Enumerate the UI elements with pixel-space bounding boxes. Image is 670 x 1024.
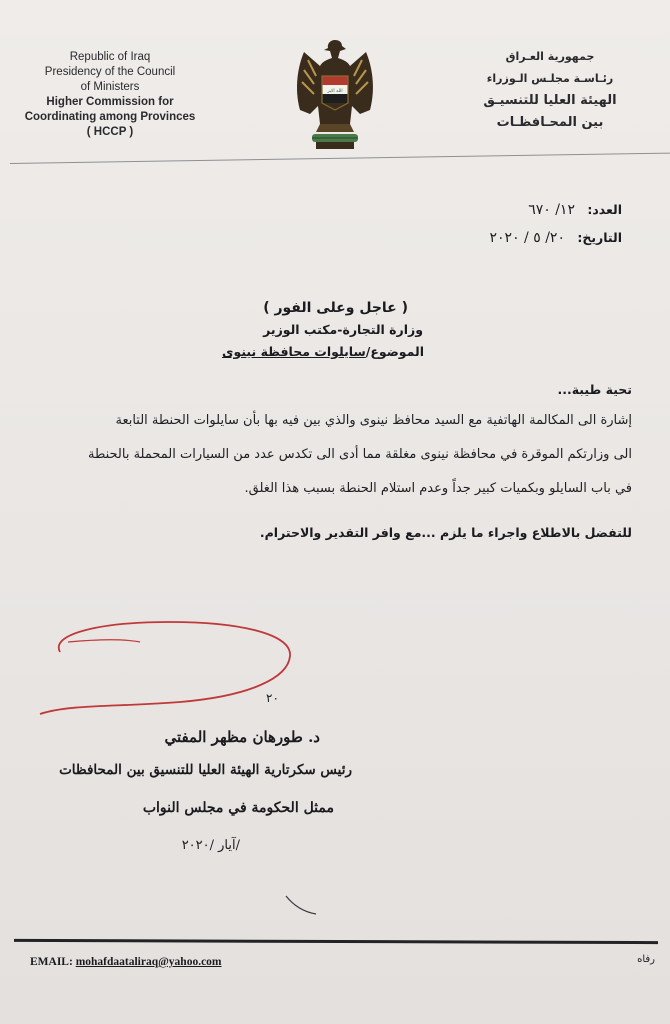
reference-block	[490, 196, 622, 252]
arabic-letterhead	[470, 46, 630, 134]
pen-mark	[284, 892, 318, 916]
letterhead-line: Coordinating among Provinces	[24, 111, 196, 123]
signatory-title: رئيس سكرتارية الهيئة العليا للتنسيق بين المحافظات	[59, 762, 352, 778]
subject-label: الموضوع/	[365, 344, 424, 359]
footer-divider	[14, 939, 658, 944]
emblem-text: الله اكبر	[327, 89, 343, 94]
reference-number	[490, 196, 622, 224]
letter-body	[30, 404, 632, 506]
letterhead-line: Presidency of the Council	[44, 66, 176, 78]
english-letterhead	[10, 50, 210, 140]
signatory-name: د. طورهان مظهر المفتي	[164, 728, 320, 746]
footer-attachments: رفاه	[637, 954, 655, 965]
body-line: إشارة الى المكالمة الهاتفية مع السيد محافظ نينوى والذي بين فيه بها بأن سايلوات الحنطة التابعة	[115, 413, 632, 428]
email-label: EMAIL:	[30, 956, 73, 968]
subject-line	[222, 344, 424, 359]
letterhead-line: رئـاسـة مجلـس الـوزراء	[486, 72, 614, 85]
signature-day: ٢٠	[266, 691, 279, 705]
body-line: في باب السايلو وبكميات كبير جداً وعدم استلام الحنطة بسبب هذا الغلق.	[244, 481, 632, 496]
greeting: تحية طيبة...	[557, 382, 632, 397]
letterhead-line: الهيئة العليا للتنسيـق	[483, 93, 617, 108]
reference-date	[490, 224, 622, 252]
email-address: mohafdaataliraq@yahoo.com	[75, 956, 222, 968]
addressee: وزارة التجارة-مكتب الوزير	[263, 322, 423, 337]
date-value: ٢٠/ ٥ / ٢٠٢٠	[489, 230, 565, 246]
date-label: التاريخ:	[577, 230, 622, 245]
signatory-role: ممثل الحكومة في مجلس النواب	[142, 800, 334, 816]
letterhead-line: ( HCCP )	[86, 126, 134, 138]
body-line: الى وزارتكم الموقرة في محافظة نينوى مغلقة مما أدى الى تكدس عدد من السيارات المحملة بالحنطة	[87, 447, 632, 462]
subject-text: سايلوات محافظة نينوى	[222, 344, 366, 359]
letterhead-line: بين المحـافظـات	[496, 115, 604, 130]
urgent-heading: ( عاجل وعلى الفور )	[263, 300, 408, 316]
iraq-eagle-emblem-icon	[290, 36, 380, 154]
letterhead-line: جمهورية العـراق	[505, 50, 595, 63]
letterhead-line: Higher Commission for	[46, 96, 174, 108]
signature-date: /آيار /٢٠٢٠	[181, 838, 240, 853]
handwritten-signature	[30, 612, 305, 722]
number-value: ١٢/ ٦٧٠	[528, 202, 575, 218]
letterhead-line: Republic of Iraq	[69, 51, 151, 63]
closing-line: للتفضل بالاطلاع واجراء ما يلزم ...مع وافر التقدير والاحترام.	[259, 525, 632, 540]
number-label: العدد:	[587, 202, 622, 217]
header-divider	[10, 153, 670, 164]
footer-email	[30, 956, 222, 968]
letterhead-line: of Ministers	[80, 81, 140, 93]
